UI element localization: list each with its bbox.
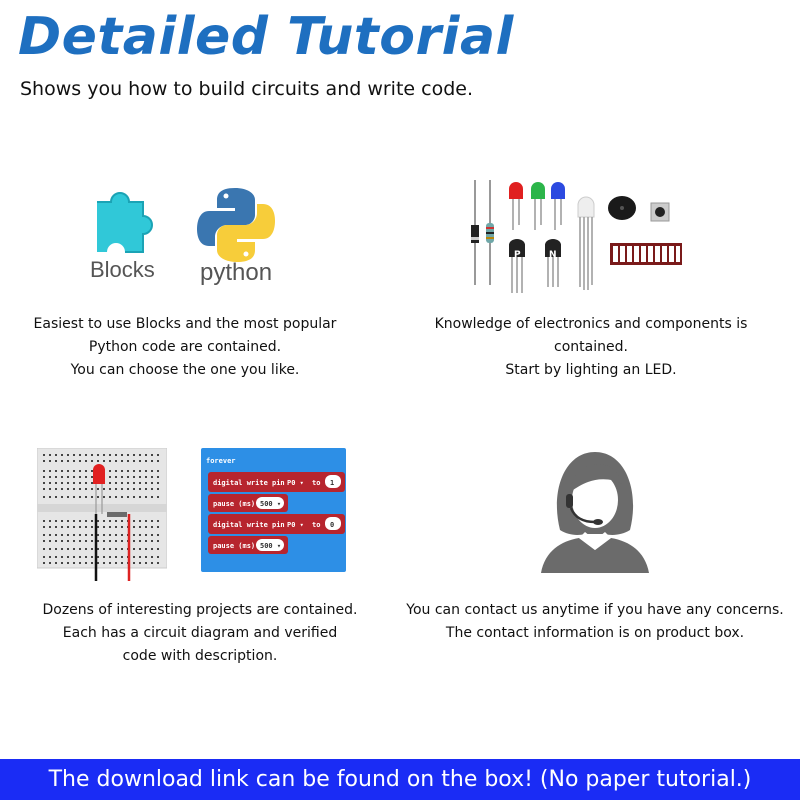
forever-label: forever xyxy=(206,457,236,465)
download-banner: The download link can be found on the box! (No paper tutorial.) xyxy=(0,759,800,800)
svg-text:P: P xyxy=(514,250,521,260)
svg-text:P0 ▾: P0 ▾ xyxy=(287,521,304,529)
led-green-icon xyxy=(531,182,545,230)
page-title: Detailed Tutorial xyxy=(18,7,514,67)
caption-line: Knowledge of electronics and components is contained. xyxy=(434,316,748,355)
electronics-caption xyxy=(400,313,782,382)
svg-text:digital write pin: digital write pin xyxy=(213,521,285,529)
caption-line: Dozens of interesting projects are contained. xyxy=(42,602,358,618)
code-logos xyxy=(85,180,295,290)
page-subtitle: Shows you how to build circuits and write code. xyxy=(20,78,474,100)
svg-text:to: to xyxy=(312,521,321,529)
svg-text:to: to xyxy=(312,479,321,487)
python-logo xyxy=(197,188,275,262)
led-blue-icon xyxy=(551,182,565,230)
led-bar-icon xyxy=(610,243,682,265)
svg-text:1: 1 xyxy=(330,479,335,487)
code-caption xyxy=(20,313,350,382)
led-red-icon xyxy=(509,182,523,230)
transistor-n-icon xyxy=(545,239,561,287)
caption-line: You can contact us anytime if you have any concerns. xyxy=(406,602,784,618)
button-icon xyxy=(651,203,669,221)
svg-text:500 ▾: 500 ▾ xyxy=(260,542,282,550)
caption-line: Python code are contained. xyxy=(88,339,282,355)
support-caption xyxy=(400,599,790,645)
svg-text:digital write pin: digital write pin xyxy=(213,479,285,487)
diode-icon xyxy=(471,225,479,243)
support-agent-icon xyxy=(538,450,653,575)
svg-text:500 ▾: 500 ▾ xyxy=(260,500,282,508)
breadboard-illustration xyxy=(37,448,167,583)
caption-line: Start by lighting an LED. xyxy=(505,362,677,378)
caption-line: You can choose the one you like. xyxy=(70,362,300,378)
caption-line: Each has a circuit diagram and verified xyxy=(62,625,338,641)
components-illustration xyxy=(465,175,690,295)
caption-line: The contact information is on product box. xyxy=(445,625,745,641)
svg-text:pause (ms): pause (ms) xyxy=(213,542,256,550)
python-label: python xyxy=(200,259,273,286)
transistor-p-icon xyxy=(509,239,525,293)
blocks-logo xyxy=(85,180,295,290)
caption-line: Easiest to use Blocks and the most popular xyxy=(33,316,337,332)
blocks-label: Blocks xyxy=(90,257,155,282)
projects-caption xyxy=(30,599,370,668)
caption-line: code with description. xyxy=(122,648,278,664)
svg-text:P0 ▾: P0 ▾ xyxy=(287,479,304,487)
svg-text:pause (ms): pause (ms) xyxy=(213,500,256,508)
svg-text:0: 0 xyxy=(330,521,335,529)
resistor-icon xyxy=(107,512,127,517)
svg-text:N: N xyxy=(549,250,557,260)
rgb-led-icon xyxy=(578,197,594,290)
code-blocks-panel xyxy=(201,448,346,572)
buzzer-icon xyxy=(608,196,636,220)
